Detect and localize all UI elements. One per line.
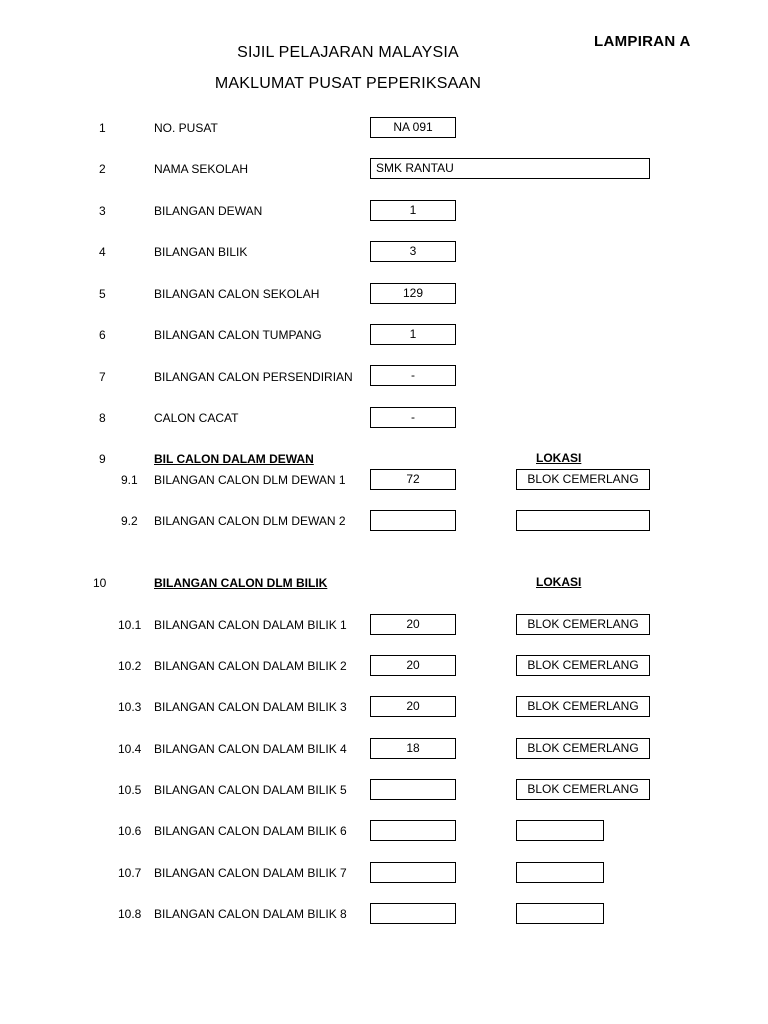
bilik-4-lokasi-field[interactable]: BLOK CEMERLANG <box>516 738 650 759</box>
bilik-5-count-field[interactable] <box>370 779 456 800</box>
dewan-section-heading: BIL CALON DALAM DEWAN <box>154 452 314 466</box>
field-number: 8 <box>99 411 106 425</box>
row-number: 10.7 <box>118 866 142 880</box>
row-number: 9.2 <box>121 514 138 528</box>
bilik-section-heading: BILANGAN CALON DLM BILIK <box>154 576 328 590</box>
bilangan-calon-persendirian-field[interactable]: - <box>370 365 456 386</box>
bilik-7-lokasi-field[interactable] <box>516 862 604 883</box>
dewan-1-lokasi-field[interactable]: BLOK CEMERLANG <box>516 469 650 490</box>
bilik-6-lokasi-field[interactable] <box>516 820 604 841</box>
row-number: 10.4 <box>118 742 142 756</box>
bilik-5-lokasi-field[interactable]: BLOK CEMERLANG <box>516 779 650 800</box>
field-number: 2 <box>99 162 106 176</box>
bilangan-bilik-field[interactable]: 3 <box>370 241 456 262</box>
row-label: BILANGAN CALON DALAM BILIK 6 <box>154 824 347 838</box>
row-label: BILANGAN CALON DALAM BILIK 1 <box>154 618 347 632</box>
row-label: BILANGAN CALON DALAM BILIK 7 <box>154 866 347 880</box>
document-subtitle: MAKLUMAT PUSAT PEPERIKSAAN <box>214 75 482 92</box>
lokasi-heading: LOKASI <box>536 575 582 589</box>
field-number: 5 <box>99 287 106 301</box>
field-label: BILANGAN CALON PERSENDIRIAN <box>154 370 353 384</box>
bilik-6-count-field[interactable] <box>370 820 456 841</box>
field-label: BILANGAN DEWAN <box>154 204 263 218</box>
row-number: 10.5 <box>118 783 142 797</box>
field-number: 3 <box>99 204 106 218</box>
no-pusat-field[interactable]: NA 091 <box>370 117 456 138</box>
bilangan-calon-sekolah-field[interactable]: 129 <box>370 283 456 304</box>
field-number: 4 <box>99 245 106 259</box>
row-label: BILANGAN CALON DLM DEWAN 1 <box>154 473 346 487</box>
field-number: 7 <box>99 370 106 384</box>
lampiran-label: LAMPIRAN A <box>594 33 691 50</box>
row-number: 10.3 <box>118 700 142 714</box>
row-label: BILANGAN CALON DLM DEWAN 2 <box>154 514 346 528</box>
nama-sekolah-field[interactable]: SMK RANTAU <box>370 158 650 179</box>
row-label: BILANGAN CALON DALAM BILIK 8 <box>154 907 347 921</box>
section-number: 9 <box>99 452 106 466</box>
section-number: 10 <box>93 576 107 590</box>
row-number: 10.8 <box>118 907 142 921</box>
bilik-3-lokasi-field[interactable]: BLOK CEMERLANG <box>516 696 650 717</box>
field-label: BILANGAN CALON SEKOLAH <box>154 287 320 301</box>
row-number: 10.2 <box>118 659 142 673</box>
row-label: BILANGAN CALON DALAM BILIK 5 <box>154 783 347 797</box>
row-number: 10.6 <box>118 824 142 838</box>
field-number: 6 <box>99 328 106 342</box>
row-label: BILANGAN CALON DALAM BILIK 4 <box>154 742 347 756</box>
bilik-1-lokasi-field[interactable]: BLOK CEMERLANG <box>516 614 650 635</box>
bilik-7-count-field[interactable] <box>370 862 456 883</box>
bilik-2-count-field[interactable]: 20 <box>370 655 456 676</box>
field-label: CALON CACAT <box>154 411 239 425</box>
bilik-8-count-field[interactable] <box>370 903 456 924</box>
row-label: BILANGAN CALON DALAM BILIK 2 <box>154 659 347 673</box>
field-number: 1 <box>99 121 106 135</box>
calon-cacat-field[interactable]: - <box>370 407 456 428</box>
bilik-1-count-field[interactable]: 20 <box>370 614 456 635</box>
dewan-2-lokasi-field[interactable] <box>516 510 650 531</box>
bilik-8-lokasi-field[interactable] <box>516 903 604 924</box>
field-label: NAMA SEKOLAH <box>154 162 249 176</box>
dewan-1-count-field[interactable]: 72 <box>370 469 456 490</box>
dewan-2-count-field[interactable] <box>370 510 456 531</box>
row-label: BILANGAN CALON DALAM BILIK 3 <box>154 700 347 714</box>
bilik-4-count-field[interactable]: 18 <box>370 738 456 759</box>
lokasi-heading: LOKASI <box>536 451 582 465</box>
bilangan-dewan-field[interactable]: 1 <box>370 200 456 221</box>
field-label: NO. PUSAT <box>154 121 218 135</box>
bilik-2-lokasi-field[interactable]: BLOK CEMERLANG <box>516 655 650 676</box>
document-title: SIJIL PELAJARAN MALAYSIA <box>237 44 459 61</box>
field-label: BILANGAN CALON TUMPANG <box>154 328 322 342</box>
bilik-3-count-field[interactable]: 20 <box>370 696 456 717</box>
row-number: 9.1 <box>121 473 138 487</box>
field-label: BILANGAN BILIK <box>154 245 248 259</box>
row-number: 10.1 <box>118 618 142 632</box>
bilangan-calon-tumpang-field[interactable]: 1 <box>370 324 456 345</box>
